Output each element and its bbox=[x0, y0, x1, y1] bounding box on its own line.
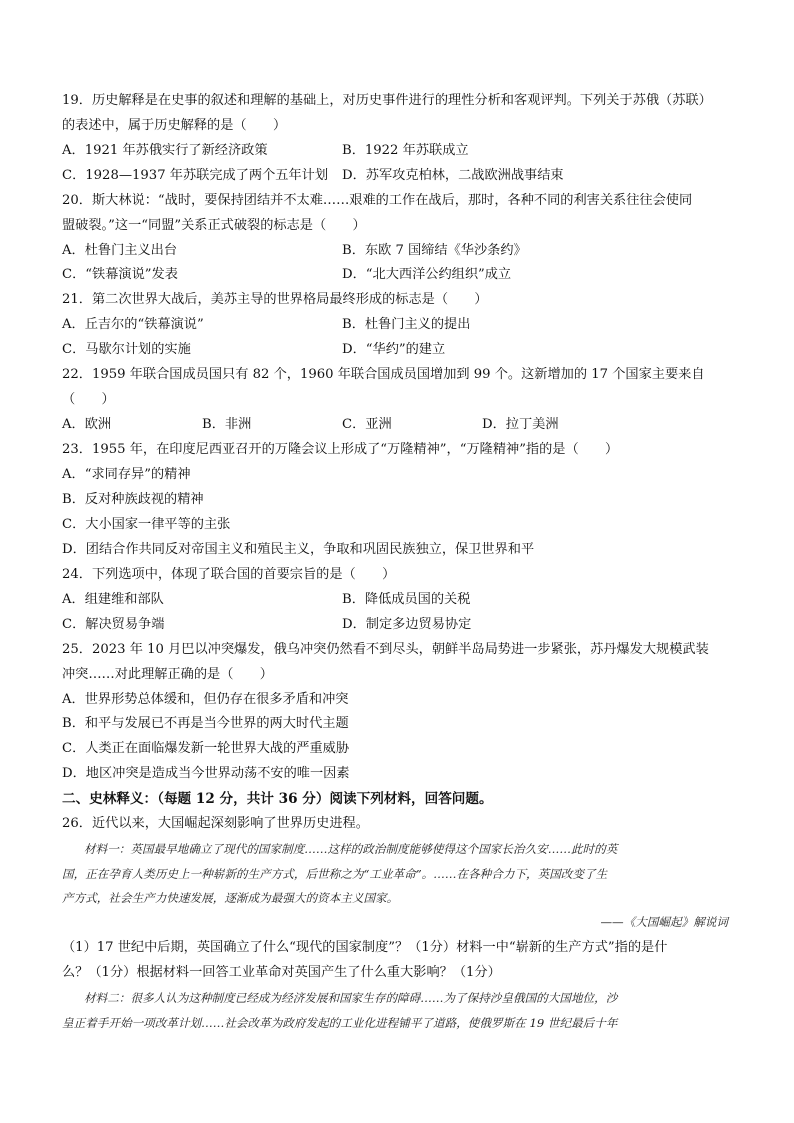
q20-option-a: A．杜鲁门主义出台 bbox=[62, 243, 178, 258]
q21-stem-line1: 21．第二次世界大战后，美苏主导的世界格局最终形成的标志是（ ） bbox=[62, 292, 488, 307]
q25-option-d: D．地区冲突是造成当今世界动荡不安的唯一因素 bbox=[62, 766, 350, 781]
q21-option-b: B．杜鲁门主义的提出 bbox=[342, 317, 471, 332]
q19-option-b: B．1922 年苏联成立 bbox=[342, 143, 469, 158]
section-2-title: 二、史林释义：（每题 12 分，共计 36 分）阅读下列材料，回答问题。 bbox=[62, 791, 493, 807]
q26-sub1-line1: （1）17 世纪中后期，英国确立了什么“现代的国家制度”？（1分）材料一中“崭新的生产方式”指的是什 bbox=[62, 940, 668, 955]
q20-option-c: C．“铁幕演说”发表 bbox=[62, 267, 178, 282]
q19-stem-line1: 19．历史解释是在史事的叙述和理解的基础上，对历史事件进行的理性分析和客观评判。下列关于苏俄（苏联） bbox=[62, 93, 712, 108]
q21-option-c: C．马歇尔计划的实施 bbox=[62, 342, 191, 357]
q19-stem-line2: 的表述中，属于历史解释的是（ ） bbox=[62, 118, 287, 133]
q26-material1-source: ——《大国崛起》解说词 bbox=[600, 915, 728, 929]
q22-stem-line1: 22．1959 年联合国成员国只有 82 个，1960 年联合国成员国增加到 99 个。这新增加的 17 个国家主要来自 bbox=[62, 367, 705, 382]
q20-stem-line1: 20．斯大林说：“战时，要保持团结并不太难……艰难的工作在战后，那时，各种不同的利害关系往往会使同 bbox=[62, 193, 693, 208]
q21-option-a: A．丘吉尔的“铁幕演说” bbox=[62, 317, 204, 332]
q24-option-d: D．制定多边贸易协定 bbox=[342, 617, 472, 632]
q21-option-d: D．“华约”的建立 bbox=[342, 342, 446, 357]
q24-option-c: C．解决贸易争端 bbox=[62, 617, 165, 632]
q23-option-b: B．反对种族歧视的精神 bbox=[62, 492, 204, 507]
q25-option-c: C．人类正在面临爆发新一轮世界大战的严重威胁 bbox=[62, 741, 350, 756]
q26-sub1-line2: 么？（1分）根据材料一回答工业革命对英国产生了什么重大影响？（1分） bbox=[62, 965, 501, 980]
q22-option-d: D．拉丁美洲 bbox=[482, 417, 559, 432]
q23-option-d: D．团结合作共同反对帝国主义和殖民主义，争取和巩固民族独立，保卫世界和平 bbox=[62, 542, 535, 557]
q20-option-d: D．“北大西洋公约组织”成立 bbox=[342, 267, 512, 282]
q26-stem: 26．近代以来，大国崛起深刻影响了世界历史进程。 bbox=[62, 816, 369, 831]
q22-option-b: B．非洲 bbox=[202, 417, 252, 432]
q25-option-b: B．和平与发展已不再是当今世界的两大时代主题 bbox=[62, 716, 349, 731]
q22-option-c: C．亚洲 bbox=[342, 417, 392, 432]
q25-option-a: A．世界形势总体缓和，但仍存在很多矛盾和冲突 bbox=[62, 692, 349, 707]
q24-stem-line1: 24．下列选项中，体现了联合国的首要宗旨的是（ ） bbox=[62, 567, 396, 582]
q20-option-b: B．东欧 7 国缔结《华沙条约》 bbox=[342, 243, 527, 258]
q20-stem-line2: 盟破裂。”这一“同盟”关系正式破裂的标志是（ ） bbox=[62, 218, 366, 233]
q26-material1-line1: 材料一：英国最早地确立了现代的国家制度……这样的政治制度能够使得这个国家长治久安……此时的英 bbox=[84, 842, 618, 856]
q26-material2-line1: 材料二：很多人认为这种制度已经成为经济发展和国家生存的障碍……为了保持沙皇俄国的大国地位，沙 bbox=[84, 991, 618, 1005]
q26-material2-line2: 皇正着手开始一项改革计划……社会改革为政府发起的工业化进程铺平了道路，使俄罗斯在 19 世纪最后十年 bbox=[62, 1016, 618, 1030]
q19-option-a: A．1921 年苏俄实行了新经济政策 bbox=[62, 143, 268, 158]
q23-option-c: C．大小国家一律平等的主张 bbox=[62, 517, 231, 532]
q24-option-b: B．降低成员国的关税 bbox=[342, 592, 471, 607]
q22-option-a: A．欧洲 bbox=[62, 417, 112, 432]
q24-option-a: A．组建维和部队 bbox=[62, 592, 164, 607]
q25-stem-line2: 冲突……对此理解正确的是（ ） bbox=[62, 667, 273, 682]
q19-option-c: C．1928—1937 年苏联完成了两个五年计划 bbox=[62, 168, 329, 183]
q26-material1-line3: 产方式，社会生产力快速发展，逐渐成为最强大的资本主义国家。 bbox=[62, 891, 399, 905]
q25-stem-line1: 25．2023 年 10 月巴以冲突爆发，俄乌冲突仍然看不到尽头，朝鲜半岛局势进一步紧张，苏丹爆发大规模武装 bbox=[62, 642, 709, 657]
q23-option-a: A．“求同存异”的精神 bbox=[62, 467, 191, 482]
q19-option-d: D．苏军攻克柏林，二战欧洲战事结束 bbox=[342, 168, 564, 183]
q22-stem-line2: （ ） bbox=[62, 392, 115, 407]
q26-material1-line2: 国，正在孕育人类历史上一种崭新的生产方式，后世称之为“工业革命”。……在各种合力下，英国改变了生 bbox=[62, 867, 608, 881]
q23-stem-line1: 23．1955 年，在印度尼西亚召开的万隆会议上形成了“万隆精神”，“万隆精神”指的是（ ） bbox=[62, 442, 619, 457]
